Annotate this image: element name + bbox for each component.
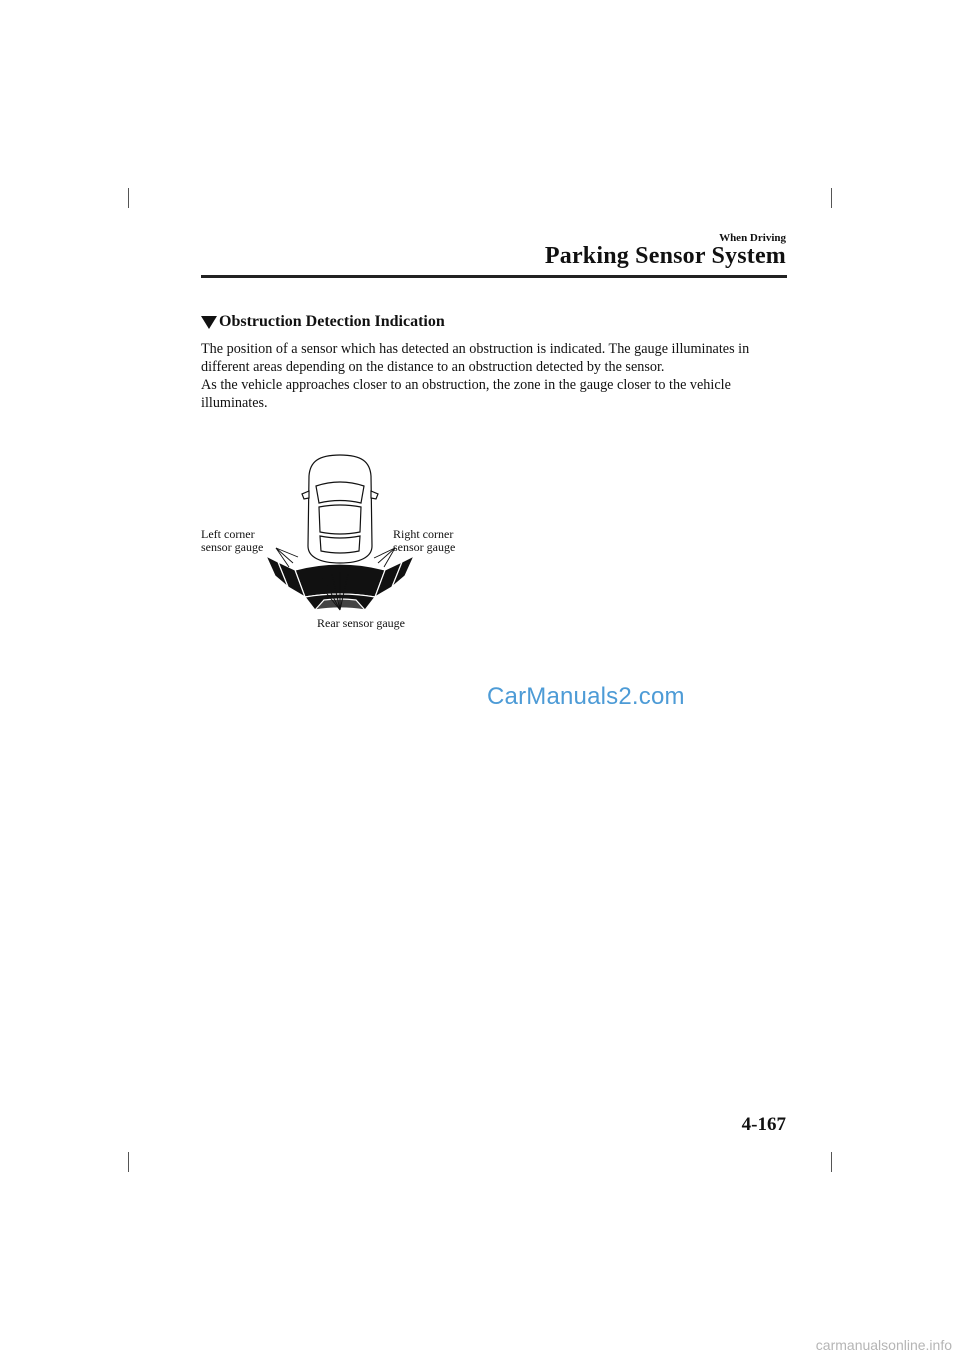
crop-mark-bottom-left — [128, 1152, 129, 1172]
car-rear-window — [320, 536, 360, 553]
page-number: 4-167 — [741, 1114, 786, 1135]
triangle-down-icon — [201, 316, 217, 329]
crop-mark-bottom-right — [831, 1152, 832, 1172]
parking-sensor-figure — [190, 450, 490, 640]
header-section: When Driving — [719, 232, 786, 244]
paragraph: The position of a sensor which has detected an obstruction is indicated. The gauge illuminates in different areas depending on the distance to an obstruction detected by the sensor. — [201, 341, 750, 375]
watermark-logo: CarManuals2.com — [487, 683, 685, 710]
car-windshield — [316, 482, 364, 503]
paragraph: As the vehicle approaches closer to an obstruction, the zone in the gauge closer to the vehicle illuminates. — [201, 377, 731, 411]
footer-site-watermark: carmanualsonline.info — [815, 1337, 952, 1353]
page-title: Parking Sensor System — [544, 243, 786, 269]
body-text — [201, 340, 787, 412]
rear-sensor-label: Rear sensor gauge — [317, 616, 405, 630]
crop-mark-top-left — [128, 188, 129, 208]
section-heading — [201, 313, 445, 331]
right-corner-label: Right corner sensor gauge — [393, 527, 456, 554]
crop-mark-top-right — [831, 188, 832, 208]
header-rule — [201, 275, 787, 278]
car-roof — [319, 505, 361, 534]
car-mirror — [302, 491, 309, 499]
left-corner-label: Left corner sensor gauge — [201, 527, 264, 554]
section-heading-text: Obstruction Detection Indication — [219, 313, 445, 330]
car-mirror — [371, 491, 378, 499]
